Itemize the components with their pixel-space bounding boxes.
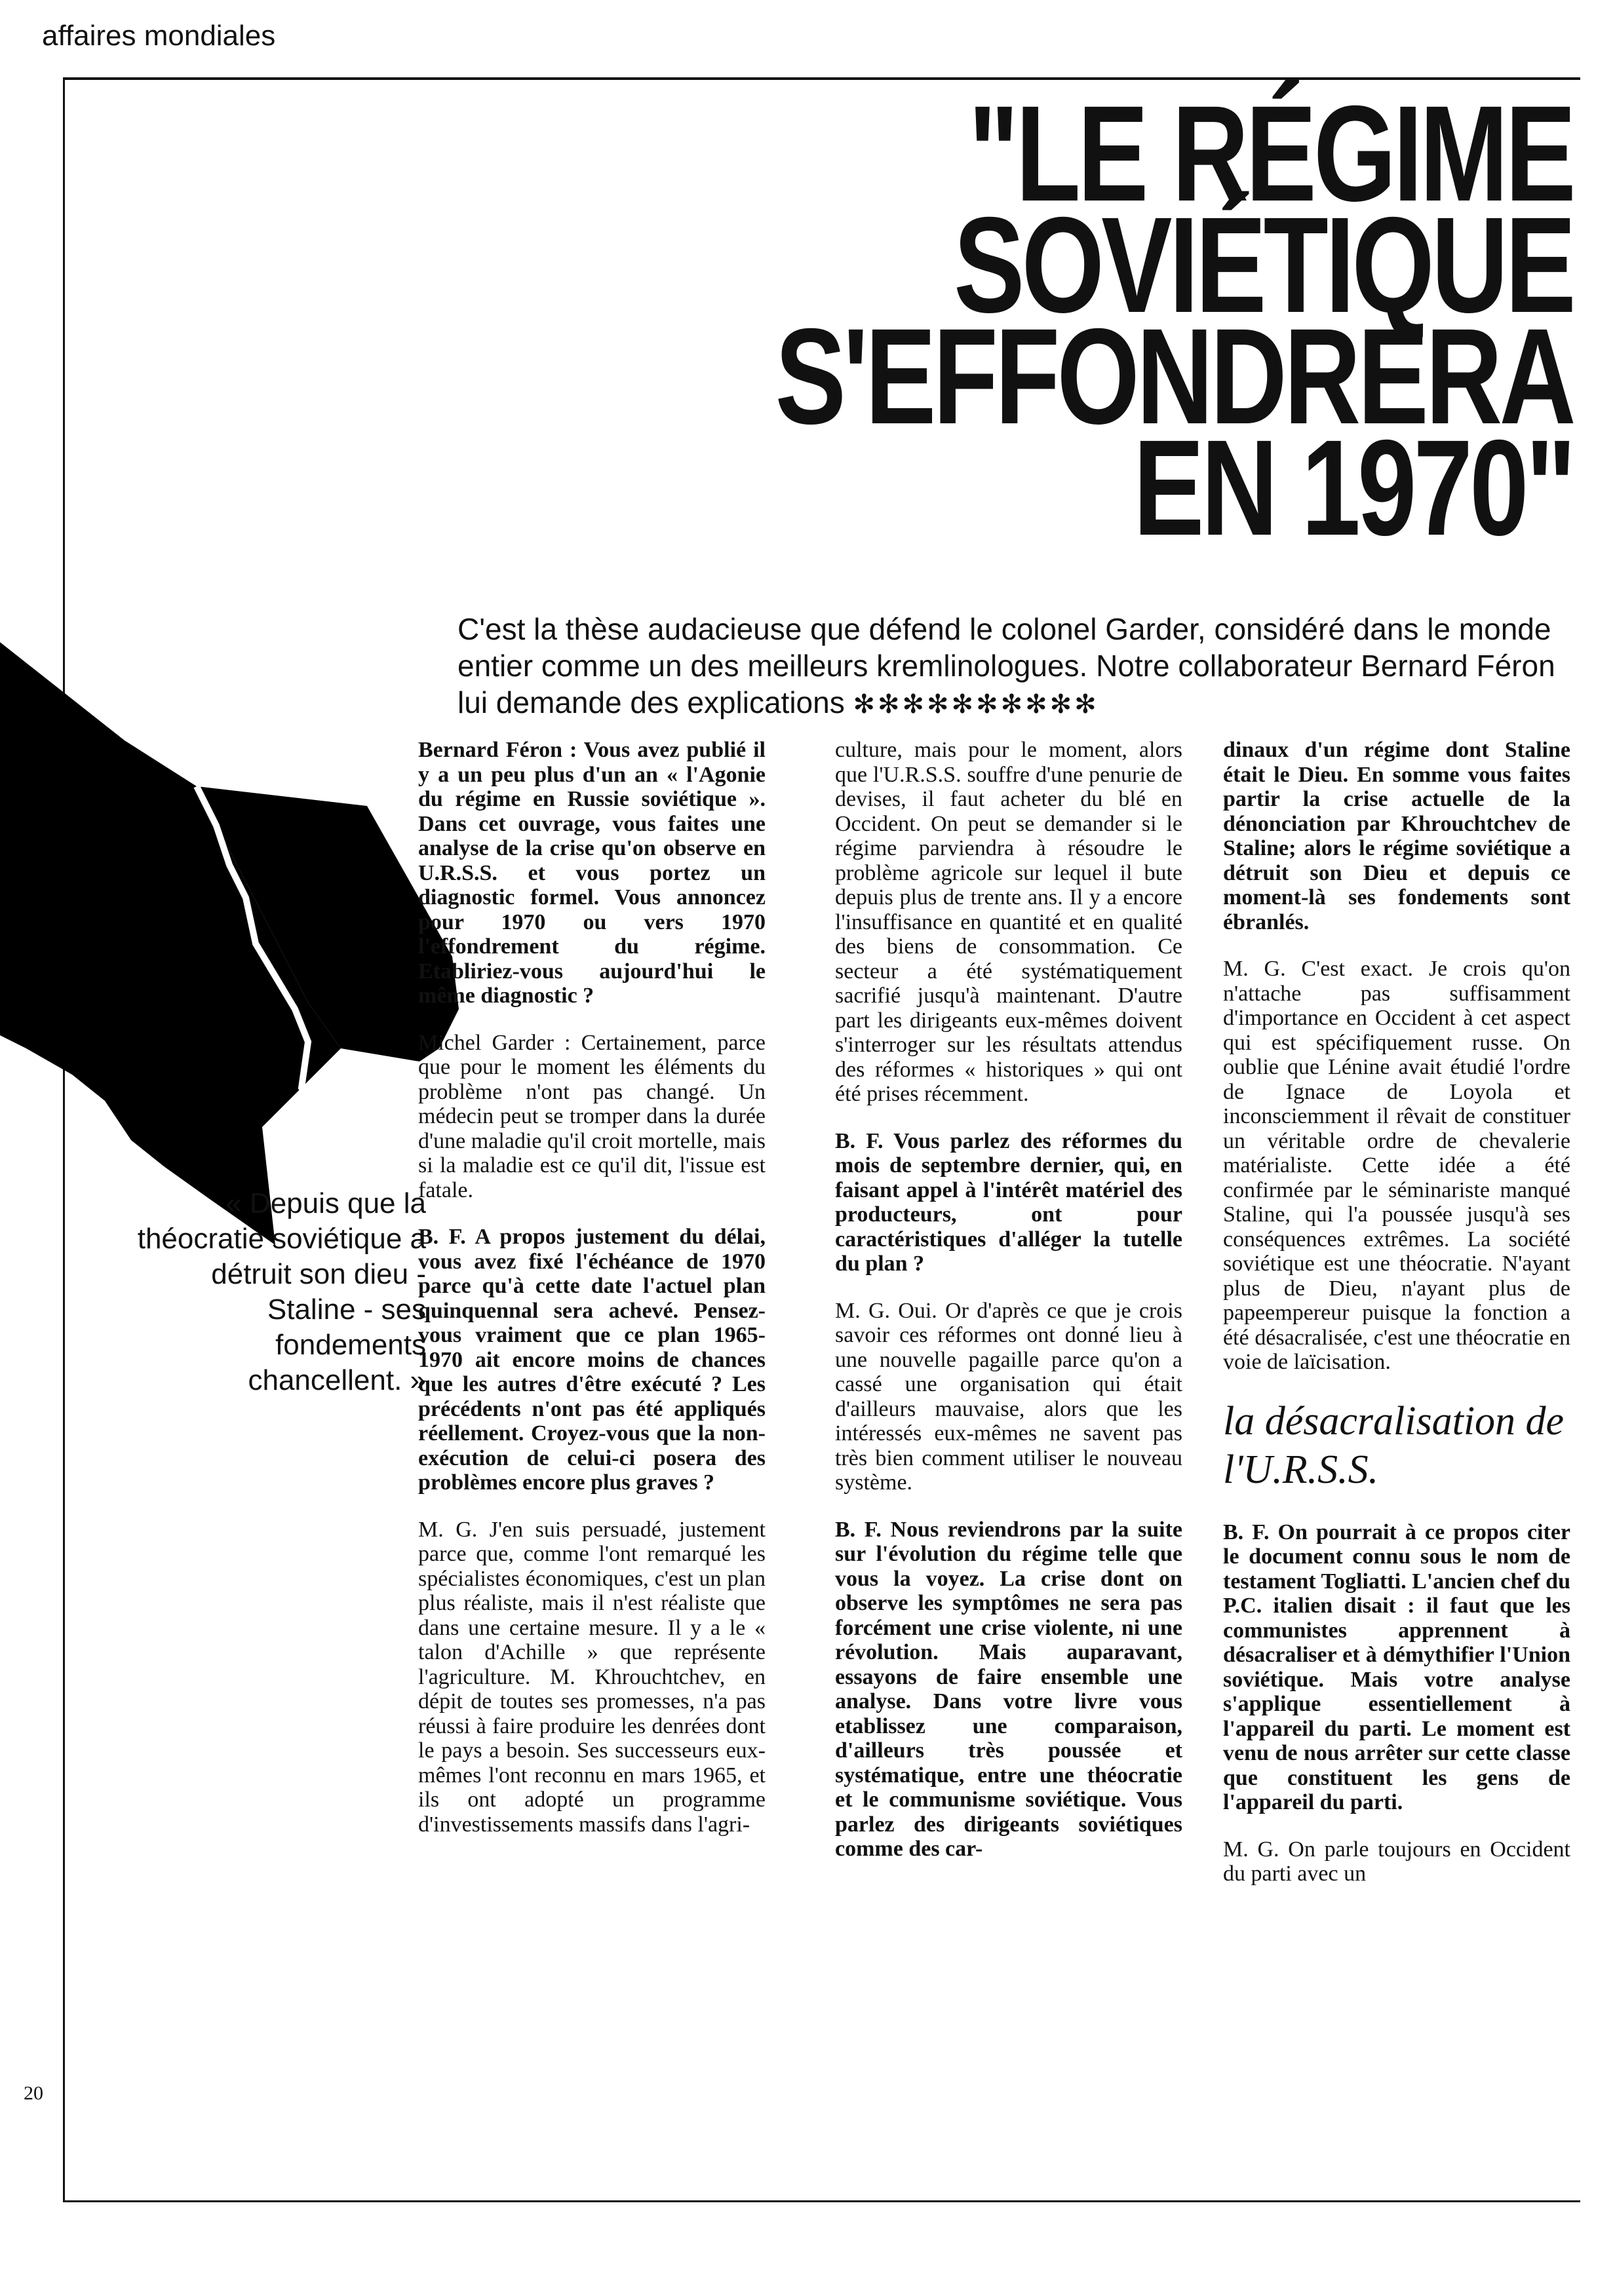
headline-line-3: S'EFFONDRERA	[775, 301, 1573, 453]
article-column-1	[418, 738, 766, 1837]
question-paragraph: Bernard Féron : Vous avez publié il y a un peu plus d'un an « l'Agonie du régime en Russie soviétique ». Dans cet ouvrage, vous faites une analyse de la crise qu'on observe en U.R.S.S. et vous portez un diagnostic formel. Vous annoncez pour 1970 ou vers 1970 l'effondrement du régime. Etabliriez-vous aujourd'hui le même diagnostic ?	[418, 738, 766, 1008]
headline-line-4: EN 1970"	[1133, 412, 1573, 564]
article-column-3	[1223, 738, 1570, 1886]
question-paragraph: dinaux d'un régime dont Staline était le Dieu. En somme vous faites partir la crise actuelle de la dénonciation par Khrouchtchev de Staline; alors le régime soviétique a détruit son Dieu et depuis ce moment-là ses fondements sont ébranlés.	[1223, 738, 1570, 934]
answer-paragraph: M. G. J'en suis persuadé, justement parce que, comme l'ont remarqué les spécialistes économiques, c'est un plan plus réaliste, mais il n'est réaliste que dans une certaine mesure. Il y a le « talon d'Achille » que représente l'agriculture. M. Khrouchtchev, en dépit de toutes ses promesses, n'a pas réussi à faire produire les denrées dont le pays a besoin. Ses successeurs eux-mêmes l'ont reconnu en mars 1965, et ils ont adopté un programme d'investissements massifs dans l'agri-	[418, 1517, 766, 1837]
answer-paragraph: Michel Garder : Certainement, parce que pour le moment les éléments du problème n'ont pas changé. Un médecin peut se tromper dans la durée d'une maladie qu'il croit mortelle, mais si la maladie est ce qu'il dit, l'issue est fatale.	[418, 1030, 766, 1202]
article-column-2	[835, 738, 1182, 1862]
question-paragraph: B. F. Vous parlez des réformes du mois de septembre dernier, qui, en faisant appel à l'intérêt matériel des producteurs, ont pour caractéristiques d'alléger la tutelle du plan ?	[835, 1128, 1182, 1276]
answer-paragraph: M. G. On parle toujours en Occident du parti avec un	[1223, 1837, 1570, 1886]
headline	[704, 78, 1573, 564]
answer-paragraph: M. G. C'est exact. Je crois qu'on n'attache pas suffisamment d'importance en Occident à cet aspect qui est spécifiquement russe. On oublie que Lénine avait étudié l'ordre de Ignace de Loyola et inconsciemment il rêvait de constituer un véritable ordre de chevalerie matérialiste. Cette idée a été confirmée par le séminariste manqué Staline, qui l'a poussée jusqu'à ses conséquences extrêmes. La société soviétique est une théocratie. N'ayant plus de Dieu, n'ayant plus de papeempereur puisque la fonction a été désacralisée, c'est une théocratie en voie de laïcisation.	[1223, 957, 1570, 1374]
pull-quote: « Depuis que la théocratie soviétique a détruit son dieu - Staline - ses fondements chancellent. »	[137, 1187, 426, 1396]
section-label: affaires mondiales	[42, 20, 276, 52]
answer-paragraph: culture, mais pour le moment, alors que l'U.R.S.S. souffre d'une penurie de devises, il faut acheter du blé en Occident. On peut se demander si le régime parviendra à résoudre le problème agricole sur lequel il bute depuis plus de trente ans. Il y a encore l'insuffisance en quantité et en qualité des biens de consommation. Ce secteur a été systématiquement sacrifié jusqu'à maintenant. D'autre part les dirigeants eux-mêmes doivent s'interroger sur les résultats attendus des réformes « historiques » qui ont été prises récemment.	[835, 738, 1182, 1106]
intro-text: C'est la thèse audacieuse que défend le colonel Garder, considéré dans le monde entier comme un des meilleurs kremlinologues. Notre collaborateur Bernard Féron lui demande des explications	[457, 612, 1555, 719]
headline-line-2: SOVIÉTIQUE	[954, 189, 1573, 341]
question-paragraph: B. F. Nous reviendrons par la suite sur l'évolution du régime telle que vous la voyez. La crise dont on observe les symptômes ne sera pas forcément une crise violente, ni une révolution. Mais auparavant, essayons de faire ensemble une analyse. Dans votre livre vous etablissez une comparaison, d'ailleurs très poussée et systématique, entre une théocratie et le communisme soviétique. Vous parlez des dirigeants soviétiques comme des car-	[835, 1517, 1182, 1861]
answer-paragraph: M. G. Oui. Or d'après ce que je crois savoir ces réformes ont donné lieu à une nouvelle pagaille parce qu'on a cassé une organisation qui était d'ailleurs mauvaise, alors que les intéressés eux-mêmes ne savent pas très bien comment utiliser le nouveau système.	[835, 1298, 1182, 1495]
question-paragraph: B. F. On pourrait à ce propos citer le document connu sous le nom de testament Togliatti. L'ancien chef du P.C. italien disait : il faut que les communistes apprennent à désacraliser et à démythifier l'Union soviétique. Mais votre analyse s'applique essentiellement à l'appareil du parti. Le moment est venu de nous arrêter sur cette classe que constituent les gens de l'appareil du parti.	[1223, 1520, 1570, 1814]
headline-line-1: "LE RÉGIME	[968, 78, 1573, 230]
intro-standfirst	[457, 611, 1572, 723]
page-number: 20	[24, 2082, 43, 2104]
question-paragraph: B. F. A propos justement du délai, vous avez fixé l'échéance de 1970 parce qu'à cette date l'actuel plan quinquennal sera achevé. Pensez-vous vraiment que ce plan 1965-1970 ait encore moins de chances que les autres d'être exécuté ? Les précédents n'ont pas été appliqués réellement. Croyez-vous que la non-exécution de celui-ci posera des problèmes encore plus graves ?	[418, 1225, 766, 1495]
intro-ornament: ✻✻✻✻✻✻✻✻✻✻	[853, 690, 1099, 719]
section-subheading: la désacralisation de l'U.R.S.S.	[1223, 1398, 1565, 1492]
